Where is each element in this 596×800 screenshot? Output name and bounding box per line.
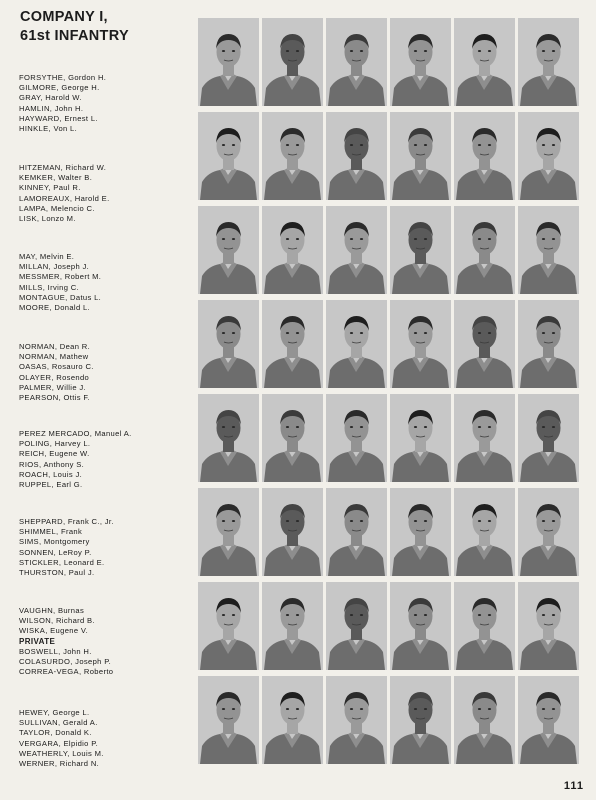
- soldier-portrait: [518, 488, 579, 576]
- roster-name: HEWEY, George L.: [19, 708, 90, 717]
- soldier-portrait: [454, 206, 515, 294]
- roster-name: RUPPEL, Earl G.: [19, 480, 83, 490]
- soldier-portrait: [198, 18, 259, 106]
- soldier-portrait: [262, 300, 323, 388]
- soldier-portrait: [262, 676, 323, 764]
- roster-name: OLAYER, Rosendo: [19, 372, 90, 382]
- soldier-portrait: [390, 206, 451, 294]
- soldier-portrait: [198, 206, 259, 294]
- soldier-portrait: [390, 112, 451, 200]
- roster-name: POLING, Harvey L.: [19, 439, 91, 449]
- roster-name: BOSWELL, John H.: [19, 646, 92, 656]
- title-line-1: COMPANY I,: [20, 9, 108, 25]
- soldier-portrait: [262, 582, 323, 670]
- portrait-row: [198, 676, 574, 766]
- soldier-portrait: [326, 488, 387, 576]
- roster-name: NORMAN, Mathew: [19, 352, 89, 362]
- portrait-row: [198, 18, 574, 108]
- roster-name: RIOS, Anthony S.: [19, 459, 85, 469]
- roster-name: WILSON, Richard B.: [19, 616, 95, 626]
- roster-name: VERGARA, Elpidio P.: [19, 738, 99, 748]
- roster-name: GILMORE, George H.: [19, 83, 100, 93]
- roster-name: GRAY, Harold W.: [19, 93, 82, 103]
- roster-name: REICH, Eugene W.: [19, 449, 90, 459]
- soldier-portrait: [390, 676, 451, 764]
- roster-name: FORSYTHE, Gordon H.: [19, 73, 107, 82]
- name-group: [19, 429, 197, 490]
- name-group: [19, 73, 197, 134]
- soldier-portrait: [262, 488, 323, 576]
- soldier-portrait: [326, 676, 387, 764]
- name-group: [19, 163, 197, 224]
- soldier-portrait: [454, 18, 515, 106]
- roster-name: STICKLER, Leonard E.: [19, 557, 105, 567]
- soldier-portrait: [390, 300, 451, 388]
- roster-name: SIMS, Montgomery: [19, 537, 90, 547]
- soldier-portrait: [198, 394, 259, 482]
- roster-name: PALMER, Willie J.: [19, 382, 86, 392]
- name-group: [19, 517, 197, 578]
- soldier-portrait: [326, 18, 387, 106]
- roster-name: SULLIVAN, Gerald A.: [19, 718, 98, 728]
- roster-name: MOORE, Donald L.: [19, 303, 91, 313]
- soldier-portrait: [198, 582, 259, 670]
- soldier-portrait: [262, 394, 323, 482]
- soldier-portrait: [454, 394, 515, 482]
- name-group: [19, 606, 197, 677]
- soldier-portrait: [326, 206, 387, 294]
- name-list-column: [19, 0, 197, 800]
- roster-name: WISKA, Eugene V.: [19, 626, 89, 636]
- soldier-portrait: [198, 112, 259, 200]
- roster-name: PEREZ MERCADO, Manuel A.: [19, 429, 132, 438]
- portrait-row: [198, 582, 574, 672]
- roster-name: SHIMMEL, Frank: [19, 527, 83, 537]
- roster-name: LAMOREAUX, Harold E.: [19, 193, 110, 203]
- portrait-row: [198, 488, 574, 578]
- roster-name: COLASURDO, Joseph P.: [19, 657, 112, 667]
- soldier-portrait: [262, 112, 323, 200]
- soldier-portrait: [518, 676, 579, 764]
- soldier-portrait: [326, 394, 387, 482]
- roster-name: WEATHERLY, Louis M.: [19, 748, 104, 758]
- roster-name: SONNEN, LeRoy P.: [19, 547, 92, 557]
- roster-name: MILLAN, Joseph J.: [19, 262, 90, 272]
- soldier-portrait: [454, 112, 515, 200]
- soldier-portrait: [518, 394, 579, 482]
- soldier-portrait: [390, 582, 451, 670]
- portrait-row: [198, 300, 574, 390]
- roster-name: THURSTON, Paul J.: [19, 568, 95, 578]
- soldier-portrait: [518, 112, 579, 200]
- soldier-portrait: [390, 394, 451, 482]
- soldier-portrait: [198, 300, 259, 388]
- roster-name: HITZEMAN, Richard W.: [19, 163, 107, 172]
- soldier-portrait: [454, 488, 515, 576]
- roster-name: LISK, Lonzo M.: [19, 214, 76, 224]
- soldier-portrait: [326, 582, 387, 670]
- roster-name: PEARSON, Ottis F.: [19, 393, 90, 403]
- soldier-portrait: [198, 488, 259, 576]
- roster-name: LAMPA, Melencio C.: [19, 203, 95, 213]
- page-number: 111: [563, 780, 584, 792]
- roster-name: MESSMER, Robert M.: [19, 272, 102, 282]
- soldier-portrait: [198, 676, 259, 764]
- portrait-row: [198, 206, 574, 296]
- portrait-row: [198, 112, 574, 202]
- roster-name: CORREA-VEGA, Roberto: [19, 667, 114, 677]
- soldier-portrait: [262, 206, 323, 294]
- roster-name: VAUGHN, Burnas: [19, 606, 85, 615]
- roster-name: HINKLE, Von L.: [19, 124, 78, 134]
- roster-name: WERNER, Richard N.: [19, 759, 100, 769]
- roster-name: HAMLIN, John H.: [19, 103, 84, 113]
- rank-heading: PRIVATE: [19, 636, 56, 646]
- soldier-portrait: [518, 18, 579, 106]
- soldier-portrait: [390, 488, 451, 576]
- portrait-row: [198, 394, 574, 484]
- roster-name: HAYWARD, Ernest L.: [19, 113, 98, 123]
- roster-name: MAY, Melvin E.: [19, 252, 75, 261]
- soldier-portrait: [454, 676, 515, 764]
- name-group: [19, 342, 197, 403]
- soldier-portrait: [518, 582, 579, 670]
- name-group: [19, 252, 197, 313]
- title-line-2: 61st INFANTRY: [20, 28, 129, 44]
- soldier-portrait: [326, 300, 387, 388]
- roster-name: SHEPPARD, Frank C., Jr.: [19, 517, 114, 526]
- soldier-portrait: [518, 206, 579, 294]
- roster-name: KINNEY, Paul R.: [19, 183, 81, 193]
- soldier-portrait: [326, 112, 387, 200]
- roster-name: ROACH, Louis J.: [19, 469, 83, 479]
- roster-name: MILLS, Irving C.: [19, 282, 80, 292]
- roster-name: KEMKER, Walter B.: [19, 173, 93, 183]
- roster-name: OASAS, Rosauro C.: [19, 362, 94, 372]
- soldier-portrait: [454, 582, 515, 670]
- roster-name: NORMAN, Dean R.: [19, 342, 91, 351]
- soldier-portrait: [262, 18, 323, 106]
- soldier-portrait: [454, 300, 515, 388]
- roster-name: MONTAGUE, Datus L.: [19, 292, 102, 302]
- soldier-portrait: [390, 18, 451, 106]
- soldier-portrait: [518, 300, 579, 388]
- name-group: [19, 708, 197, 769]
- roster-name: TAYLOR, Donald K.: [19, 728, 92, 738]
